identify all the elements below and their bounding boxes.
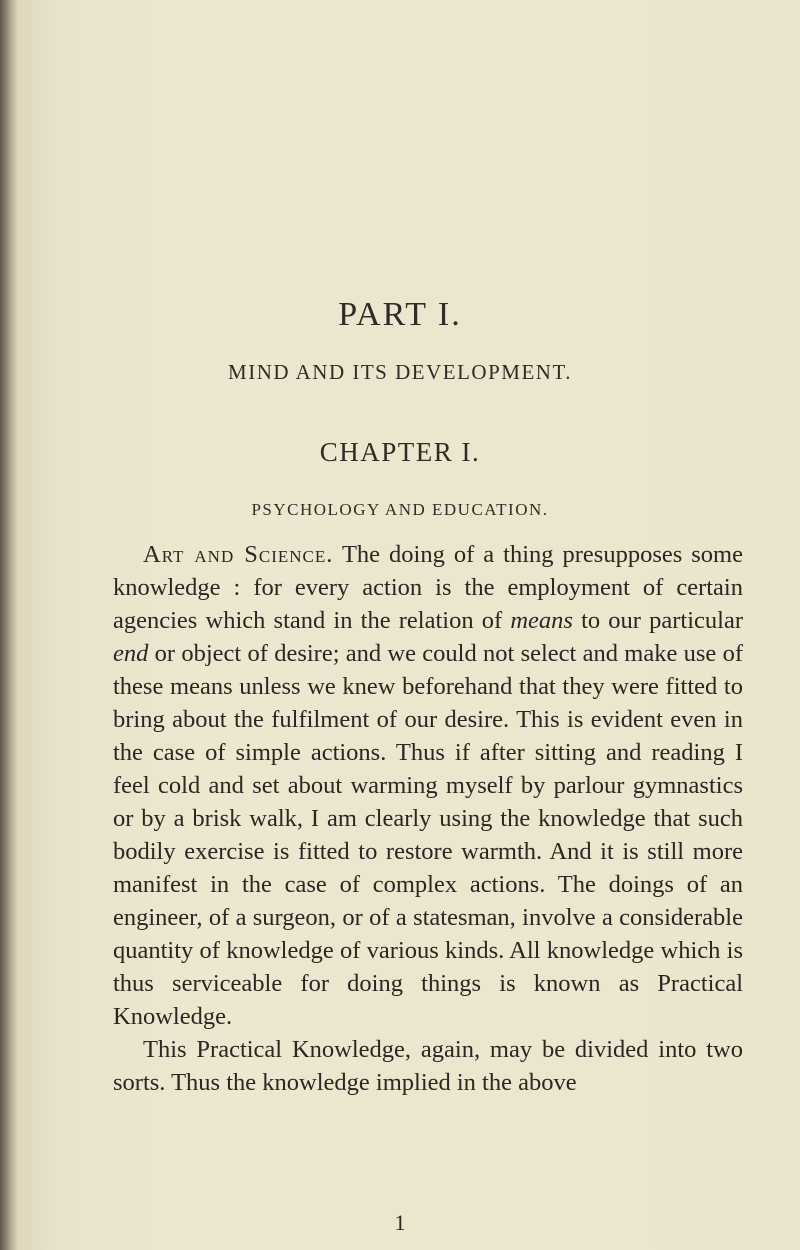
body-text <box>113 538 743 1099</box>
emphasis-text: means <box>510 607 573 634</box>
paragraph-text: The doing of a thing presupposes some knowledge : for every action is the employment of certain agencies which stand in the relation of <box>113 541 743 634</box>
page-binding-edge <box>0 0 18 1250</box>
paragraph <box>113 538 743 1033</box>
paragraph-text: This Practical Knowledge, again, may be divided into two sorts. Thus the knowledge implied in the above <box>113 1036 743 1096</box>
section-title: PSYCHOLOGY AND EDUCATION. <box>251 500 549 519</box>
part-title: PART I. <box>338 296 462 333</box>
page-number: 1 <box>394 1210 406 1235</box>
chapter-title: CHAPTER I. <box>319 437 481 467</box>
paragraph <box>113 1033 743 1099</box>
paragraph-text: to our particular <box>572 607 743 634</box>
paragraph-text: or object of desire; and we could not select and make use of these means unless we knew beforehand that they were fitted to bring about the fulfilment of our desire. This is evident even in the case of simple actions. Thus if after sitting and reading I feel cold and set about warming myself by parlour gymnastics or by a brisk walk, I am clearly using the knowledge that such bodily exercise is fitted to restore warmth. And it is still more manifest in the case of complex actions. The doings of an engineer, of a surgeon, or of a statesman, involve a considerable quantity of knowledge of various kinds. All knowledge which is thus serviceable for doing things is known as Practical Knowledge. <box>113 640 743 1030</box>
book-title: MIND AND ITS DEVELOPMENT. <box>228 360 572 384</box>
emphasis-text: end <box>113 640 149 667</box>
paragraph-lead: Art and Science. <box>143 541 334 568</box>
